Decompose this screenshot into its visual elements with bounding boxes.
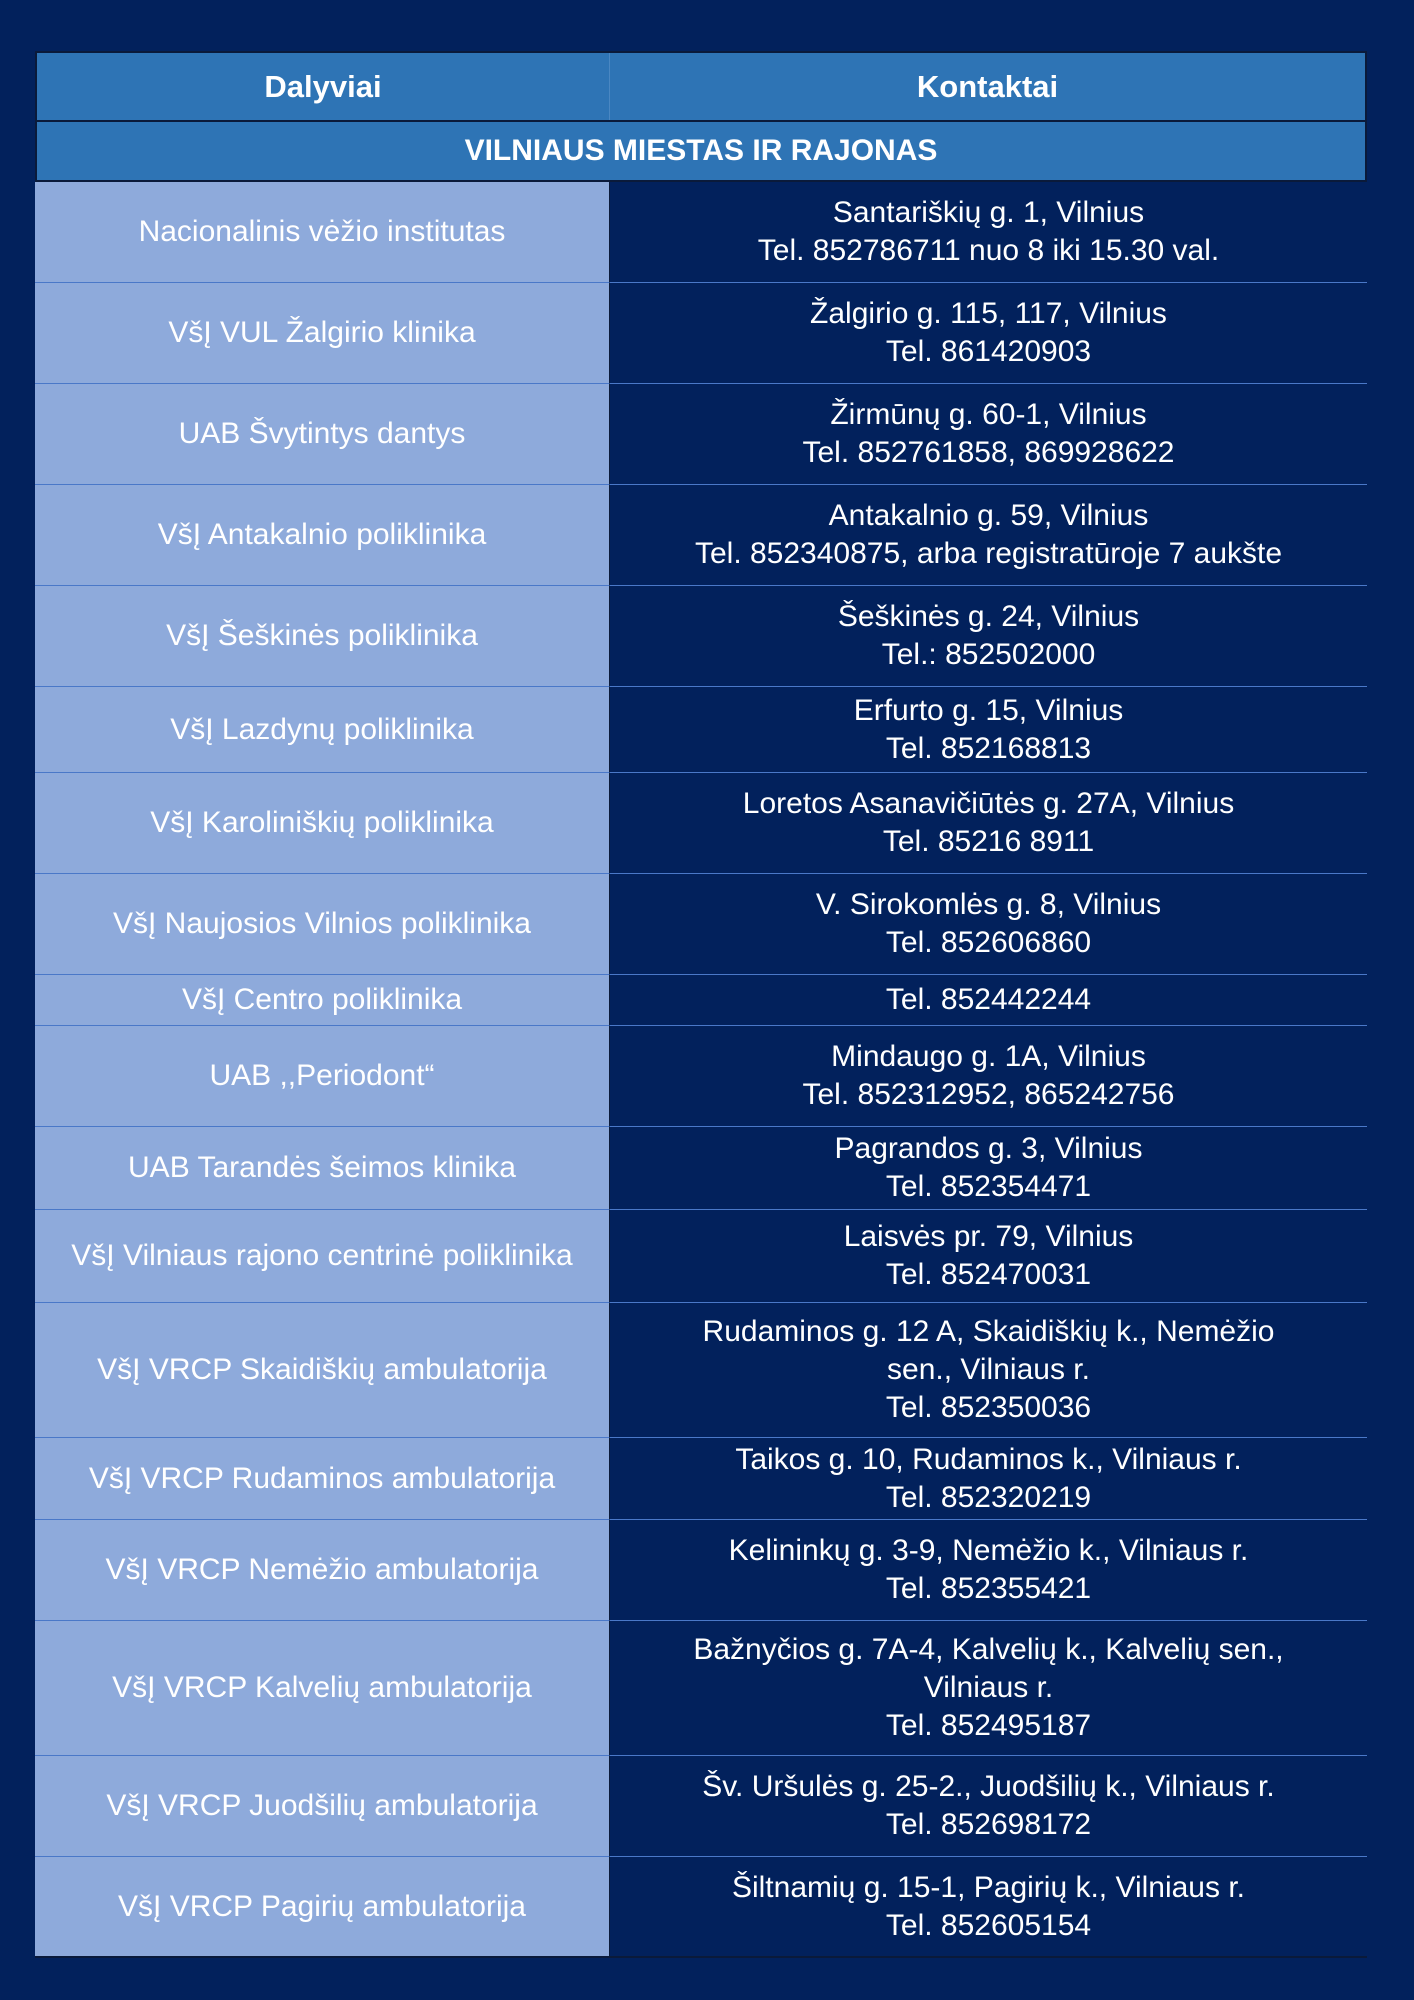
table-row [35, 384, 1367, 485]
participant-contact [609, 1303, 1367, 1438]
table-row [35, 773, 1367, 874]
contact-line: V. Sirokomlės g. 8, Vilnius [815, 888, 1162, 921]
table-row [35, 283, 1367, 384]
participant-contact [609, 283, 1367, 384]
participant-name: VšĮ Naujosios Vilnios poliklinika [35, 874, 609, 975]
participant-name: UAB Tarandės šeimos klinika [35, 1127, 609, 1210]
table-row [35, 1127, 1367, 1210]
contact-line: Tel. 852442244 [885, 983, 1092, 1016]
contact-line: Vilniaus r. [923, 1671, 1054, 1704]
participant-name: VšĮ VRCP Pagirių ambulatorija [35, 1857, 609, 1958]
participant-contact [609, 1127, 1367, 1210]
contact-line: Taikos g. 10, Rudaminos k., Vilniaus r. [735, 1442, 1242, 1476]
contact-line: Tel. 852320219 [885, 1480, 1092, 1514]
contact-line: Antakalnio g. 59, Vilnius [828, 499, 1149, 532]
contact-line: Tel.: 852502000 [881, 638, 1096, 671]
participant-name: VšĮ Lazdynų poliklinika [35, 687, 609, 773]
contact-line: Tel. 852354471 [885, 1170, 1092, 1203]
table-row [35, 1303, 1367, 1438]
table-row [35, 687, 1367, 773]
table-row [35, 1520, 1367, 1621]
contact-line: Loretos Asanavičiūtės g. 27A, Vilnius [742, 787, 1235, 820]
header-contacts: Kontaktai [916, 68, 1059, 104]
participant-name: UAB ,,Periodont“ [35, 1026, 609, 1127]
table-row [35, 874, 1367, 975]
participant-contact [609, 1026, 1367, 1127]
contact-line: Tel. 852605154 [885, 1908, 1092, 1942]
contact-line: Tel. 852786711 nuo 8 iki 15.30 val. [757, 234, 1220, 267]
contact-line: Bažnyčios g. 7A-4, Kalvelių k., Kalvelių sen., [693, 1633, 1284, 1666]
table-body [35, 182, 1367, 1958]
participant-name: VšĮ Vilniaus rajono centrinė poliklinika [35, 1210, 609, 1303]
participant-contact [609, 1210, 1367, 1303]
participant-contact [609, 485, 1367, 586]
table-row [35, 1210, 1367, 1303]
contact-line: Kelininkų g. 3-9, Nemėžio k., Vilniaus r. [728, 1534, 1249, 1567]
header-participants: Dalyviai [37, 53, 610, 120]
participant-name: VšĮ VRCP Kalvelių ambulatorija [35, 1621, 609, 1756]
contact-line: Žirmūnų g. 60-1, Vilnius [830, 398, 1147, 431]
table-row [35, 182, 1367, 283]
contact-line: Šeškinės g. 24, Vilnius [837, 600, 1140, 633]
participants-table [35, 51, 1367, 1958]
participant-name: VšĮ Karoliniškių poliklinika [35, 773, 609, 874]
contact-line: Santariškių g. 1, Vilnius [832, 196, 1145, 229]
participant-name: Nacionalinis vėžio institutas [35, 182, 609, 283]
contact-line: Tel. 852761858, 869928622 [802, 436, 1175, 469]
participant-contact [609, 182, 1367, 283]
contact-line: Šiltnamių g. 15-1, Pagirių k., Vilniaus r. [731, 1870, 1246, 1904]
contact-line: Tel. 852168813 [885, 731, 1092, 765]
participant-contact [609, 384, 1367, 485]
table-row [35, 975, 1367, 1026]
contact-line: Tel. 852312952, 865242756 [802, 1078, 1175, 1111]
contact-line: Mindaugo g. 1A, Vilnius [831, 1040, 1146, 1073]
contact-line: sen., Vilniaus r. [887, 1353, 1090, 1386]
contact-line: Tel. 852495187 [885, 1709, 1092, 1742]
contact-line: Tel. 852698172 [885, 1808, 1092, 1841]
participant-contact [609, 975, 1367, 1026]
contact-line: Tel. 852350036 [885, 1391, 1092, 1424]
contact-line: Tel. 852340875, arba registratūroje 7 aukšte [694, 537, 1283, 570]
participant-name: UAB Švytintys dantys [35, 384, 609, 485]
participant-contact [609, 1621, 1367, 1756]
table-row [35, 1438, 1367, 1520]
participant-name: VšĮ Šeškinės poliklinika [35, 586, 609, 687]
participant-name: VšĮ VRCP Nemėžio ambulatorija [35, 1520, 609, 1621]
participant-contact [609, 1756, 1367, 1857]
participant-name: VšĮ VRCP Juodšilių ambulatorija [35, 1756, 609, 1857]
contact-line: Pagrandos g. 3, Vilnius [834, 1132, 1143, 1165]
table-row [35, 586, 1367, 687]
table-row [35, 1621, 1367, 1756]
participant-contact [609, 1520, 1367, 1621]
participant-contact [609, 773, 1367, 874]
participant-name: VšĮ Centro poliklinika [35, 975, 609, 1026]
participant-name: VšĮ VRCP Skaidiškių ambulatorija [35, 1303, 609, 1438]
participant-name: VšĮ VUL Žalgirio klinika [35, 283, 609, 384]
participant-contact [609, 586, 1367, 687]
section-title: VILNIAUS MIESTAS IR RAJONAS [35, 120, 1367, 182]
contact-line: Tel. 852355421 [885, 1572, 1092, 1605]
table-row [35, 1756, 1367, 1857]
contact-line: Tel. 852470031 [885, 1258, 1092, 1291]
participant-contact [609, 1857, 1367, 1958]
participant-contact [609, 874, 1367, 975]
contact-line: Tel. 861420903 [885, 335, 1092, 368]
contact-line: Erfurto g. 15, Vilnius [853, 693, 1124, 727]
contact-line: Žalgirio g. 115, 117, Vilnius [810, 297, 1167, 330]
participant-contact [609, 1438, 1367, 1520]
participant-name: VšĮ Antakalnio poliklinika [35, 485, 609, 586]
table-row [35, 485, 1367, 586]
contact-line: Laisvės pr. 79, Vilnius [843, 1220, 1134, 1253]
contact-line: Šv. Uršulės g. 25-2., Juodšilių k., Vilniaus r. [702, 1770, 1275, 1803]
participant-name: VšĮ VRCP Rudaminos ambulatorija [35, 1438, 609, 1520]
contact-line: Tel. 852606860 [885, 926, 1092, 959]
table-row [35, 1857, 1367, 1958]
participant-contact [609, 687, 1367, 773]
table-header-row [35, 51, 1367, 120]
table-row [35, 1026, 1367, 1127]
contact-line: Tel. 85216 8911 [882, 825, 1095, 858]
contact-line: Rudaminos g. 12 A, Skaidiškių k., Nemėžio [702, 1315, 1275, 1348]
